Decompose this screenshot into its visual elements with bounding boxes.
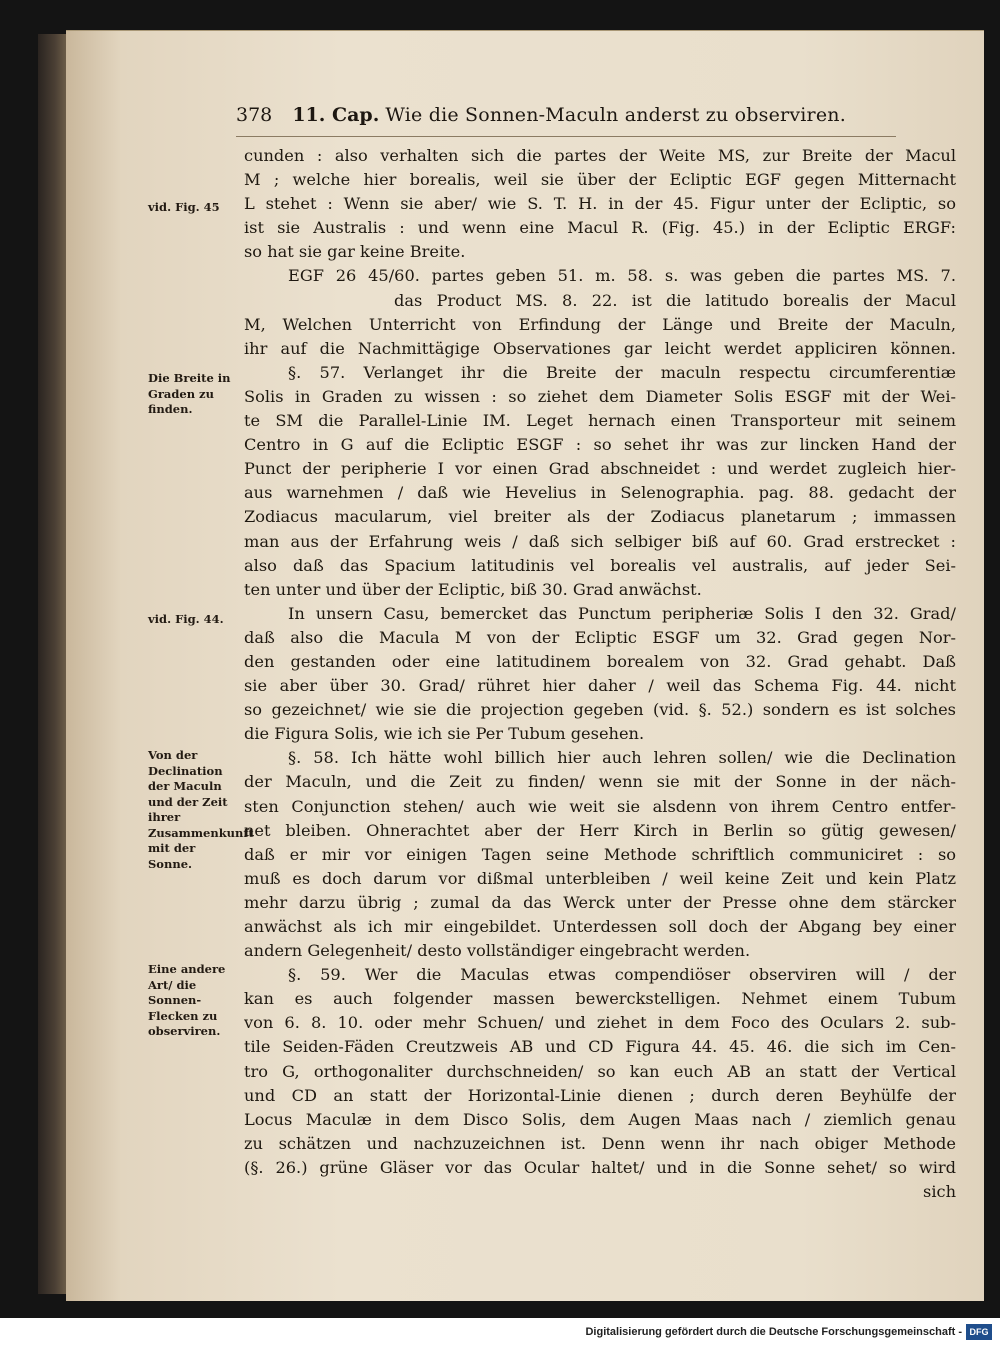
text-line: cunden : also verhalten sich die partes der Weite MS, zur Breite der Macul: [244, 146, 956, 165]
body-text: [244, 144, 956, 1204]
text-line: M, Welchen Unterricht von Erfindung der Länge und Breite der Maculn,: [244, 314, 956, 334]
text-line: sie aber über 30. Grad/ rühret hier daher / weil das Schema Fig. 44. nicht: [244, 676, 956, 696]
text-line: In unsern Casu, bemercket das Punctum peripheriæ Solis I den 32. Grad/: [288, 603, 956, 623]
running-head: [236, 104, 896, 137]
text-line: Centro in G auf die Ecliptic ESGF : so sehet ihr was zur lincken Hand der: [244, 435, 956, 455]
text-line: §. 57. Verlanget ihr die Breite der maculn respectu circumferentiæ: [288, 362, 956, 382]
text-line: das Product MS. 8. 22. ist die latitudo borealis der Macul: [394, 290, 956, 310]
text-line: (§. 26.) grüne Gläser vor das Ocular haltet/ und in die Sonne sehet/ so wird: [244, 1157, 956, 1177]
text-line: §. 59. Wer die Maculas etwas compendiöser observiren will / der: [288, 965, 956, 985]
margin-note-declination: Von der Declination der Maculn und der Zeit ihrer Zusammenkunft mit der Sonne.: [148, 748, 254, 871]
text-line: so gezeichnet/ wie sie die projection gegeben (vid. §. 52.) sondern es ist solches: [244, 700, 956, 720]
text-line: net bleiben. Ohnerachtet aber der Herr Kirch in Berlin so gütig gewesen/: [244, 820, 956, 840]
text-line: die Figura Solis, wie ich sie Per Tubum gesehen.: [244, 724, 645, 744]
margin-note-fig45: vid. Fig. 45: [148, 200, 220, 214]
text-line: ten unter und über der Ecliptic, biß 30. Grad anwächst.: [244, 579, 702, 599]
text-line: daß er mir vor einigen Tagen seine Methode schriftlich communiciret : so: [244, 844, 956, 864]
text-line: te SM die Parallel-Linie IM. Leget hernach einen Transporteur mit seinem: [244, 411, 956, 431]
text-line: anwächst als ich mir eingebildet. Unterdessen soll doch der Abgang bey einer: [244, 917, 956, 936]
text-line: L stehet : Wenn sie aber/ wie S. T. H. in der 45. Figur unter der Ecliptic, so: [244, 194, 956, 214]
dfg-logo: DFG: [966, 1324, 992, 1340]
text-line: und CD an statt der Horizontal-Linie dienen ; durch deren Beyhülfe der: [244, 1085, 956, 1105]
text-line: ihr auf die Nachmittägige Observationes gar leicht werdet appliciren können.: [244, 338, 956, 358]
text-line: den gestanden oder eine latitudinem borealem von 32. Grad gehabt. Daß: [244, 651, 956, 671]
text-line: EGF 26 45/60. partes geben 51. m. 58. s. was geben die partes MS. 7.: [288, 266, 956, 286]
text-line: andern Gelegenheit/ desto vollständiger eingebracht werden.: [244, 941, 751, 961]
page-number: 378: [236, 104, 273, 126]
text-line: so hat sie gar keine Breite.: [244, 242, 466, 262]
footer-bar: [0, 1318, 1000, 1348]
text-line: zu schätzen und nachzuzeichnen ist. Denn wenn ihr nach obiger Methode: [244, 1133, 956, 1153]
text-line: Zodiacus macularum, viel breiter als der Zodiacus planetarum ; immassen: [244, 507, 956, 527]
footer-credit: Digitalisierung gefördert durch die Deutsche Forschungsgemeinschaft -: [585, 1326, 962, 1338]
text-line: M ; welche hier borealis, weil sie über der Ecliptic EGF gegen Mitternacht: [244, 170, 956, 190]
text-line: §. 58. Ich hätte wohl billich hier auch lehren sollen/ wie die Declination: [288, 748, 956, 768]
text-line: Locus Maculæ in dem Disco Solis, dem Augen Maas nach / ziemlich genau: [244, 1109, 956, 1129]
text-line: sten Conjunction stehen/ auch wie weit sie alsdenn von ihrem Centro entfer-: [244, 796, 956, 816]
text-line: Solis in Graden zu wissen : so ziehet dem Diameter Solis ESGF mit der Wei-: [244, 386, 956, 406]
text-line: kan es auch folgender massen bewerckstelligen. Nehmet einem Tubum: [244, 989, 956, 1009]
catchword: sich: [923, 1182, 956, 1202]
margin-note-fig44: vid. Fig. 44.: [148, 612, 224, 626]
text-line: Punct der peripherie I vor einen Grad abschneidet : und werdet zugleich hier-: [244, 459, 956, 479]
text-line: also daß das Spacium latitudinis vel borealis vel australis, auf jeder Sei-: [244, 555, 956, 575]
margin-note-breite: Die Breite in Graden zu finden.: [148, 371, 231, 416]
text-line: mehr darzu übrig ; zumal da das Werck unter der Presse ohne dem stärcker: [244, 892, 956, 912]
text-line: aus warnehmen / daß wie Hevelius in Selenographia. pag. 88. gedacht der: [244, 483, 956, 503]
book-spine: [38, 34, 66, 1294]
text-line: tro G, orthogonaliter durchschneiden/ so kan euch AB an statt der Vertical: [244, 1061, 956, 1081]
text-line: daß also die Macula M von der Ecliptic ESGF um 32. Grad gegen Nor-: [244, 627, 956, 647]
chapter-label: 11. Cap.: [292, 104, 380, 126]
text-line: tile Seiden-Fäden Creutzweis AB und CD Figura 44. 45. 46. die sich im Cen-: [244, 1037, 956, 1057]
text-line: der Maculn, und die Zeit zu finden/ wenn sie mit der Sonne in der näch-: [244, 772, 956, 792]
text-line: ist sie Australis : und wenn eine Macul R. (Fig. 45.) in der Ecliptic ERGF:: [244, 218, 956, 238]
text-line: man aus der Erfahrung weis / daß sich selbiger biß auf 60. Grad erstrecket :: [244, 531, 956, 551]
text-line: muß es doch darum vor dißmal unterbleiben / weil keine Zeit und kein Platz: [244, 868, 956, 888]
margin-note-andere-art: Eine andere Art/ die Sonnen-Flecken zu observiren.: [148, 962, 226, 1038]
text-line: von 6. 8. 10. oder mehr Schuen/ und ziehet in dem Foco des Oculars 2. sub-: [244, 1013, 956, 1033]
chapter-title: Wie die Sonnen-Maculn anderst zu observiren.: [385, 104, 846, 126]
